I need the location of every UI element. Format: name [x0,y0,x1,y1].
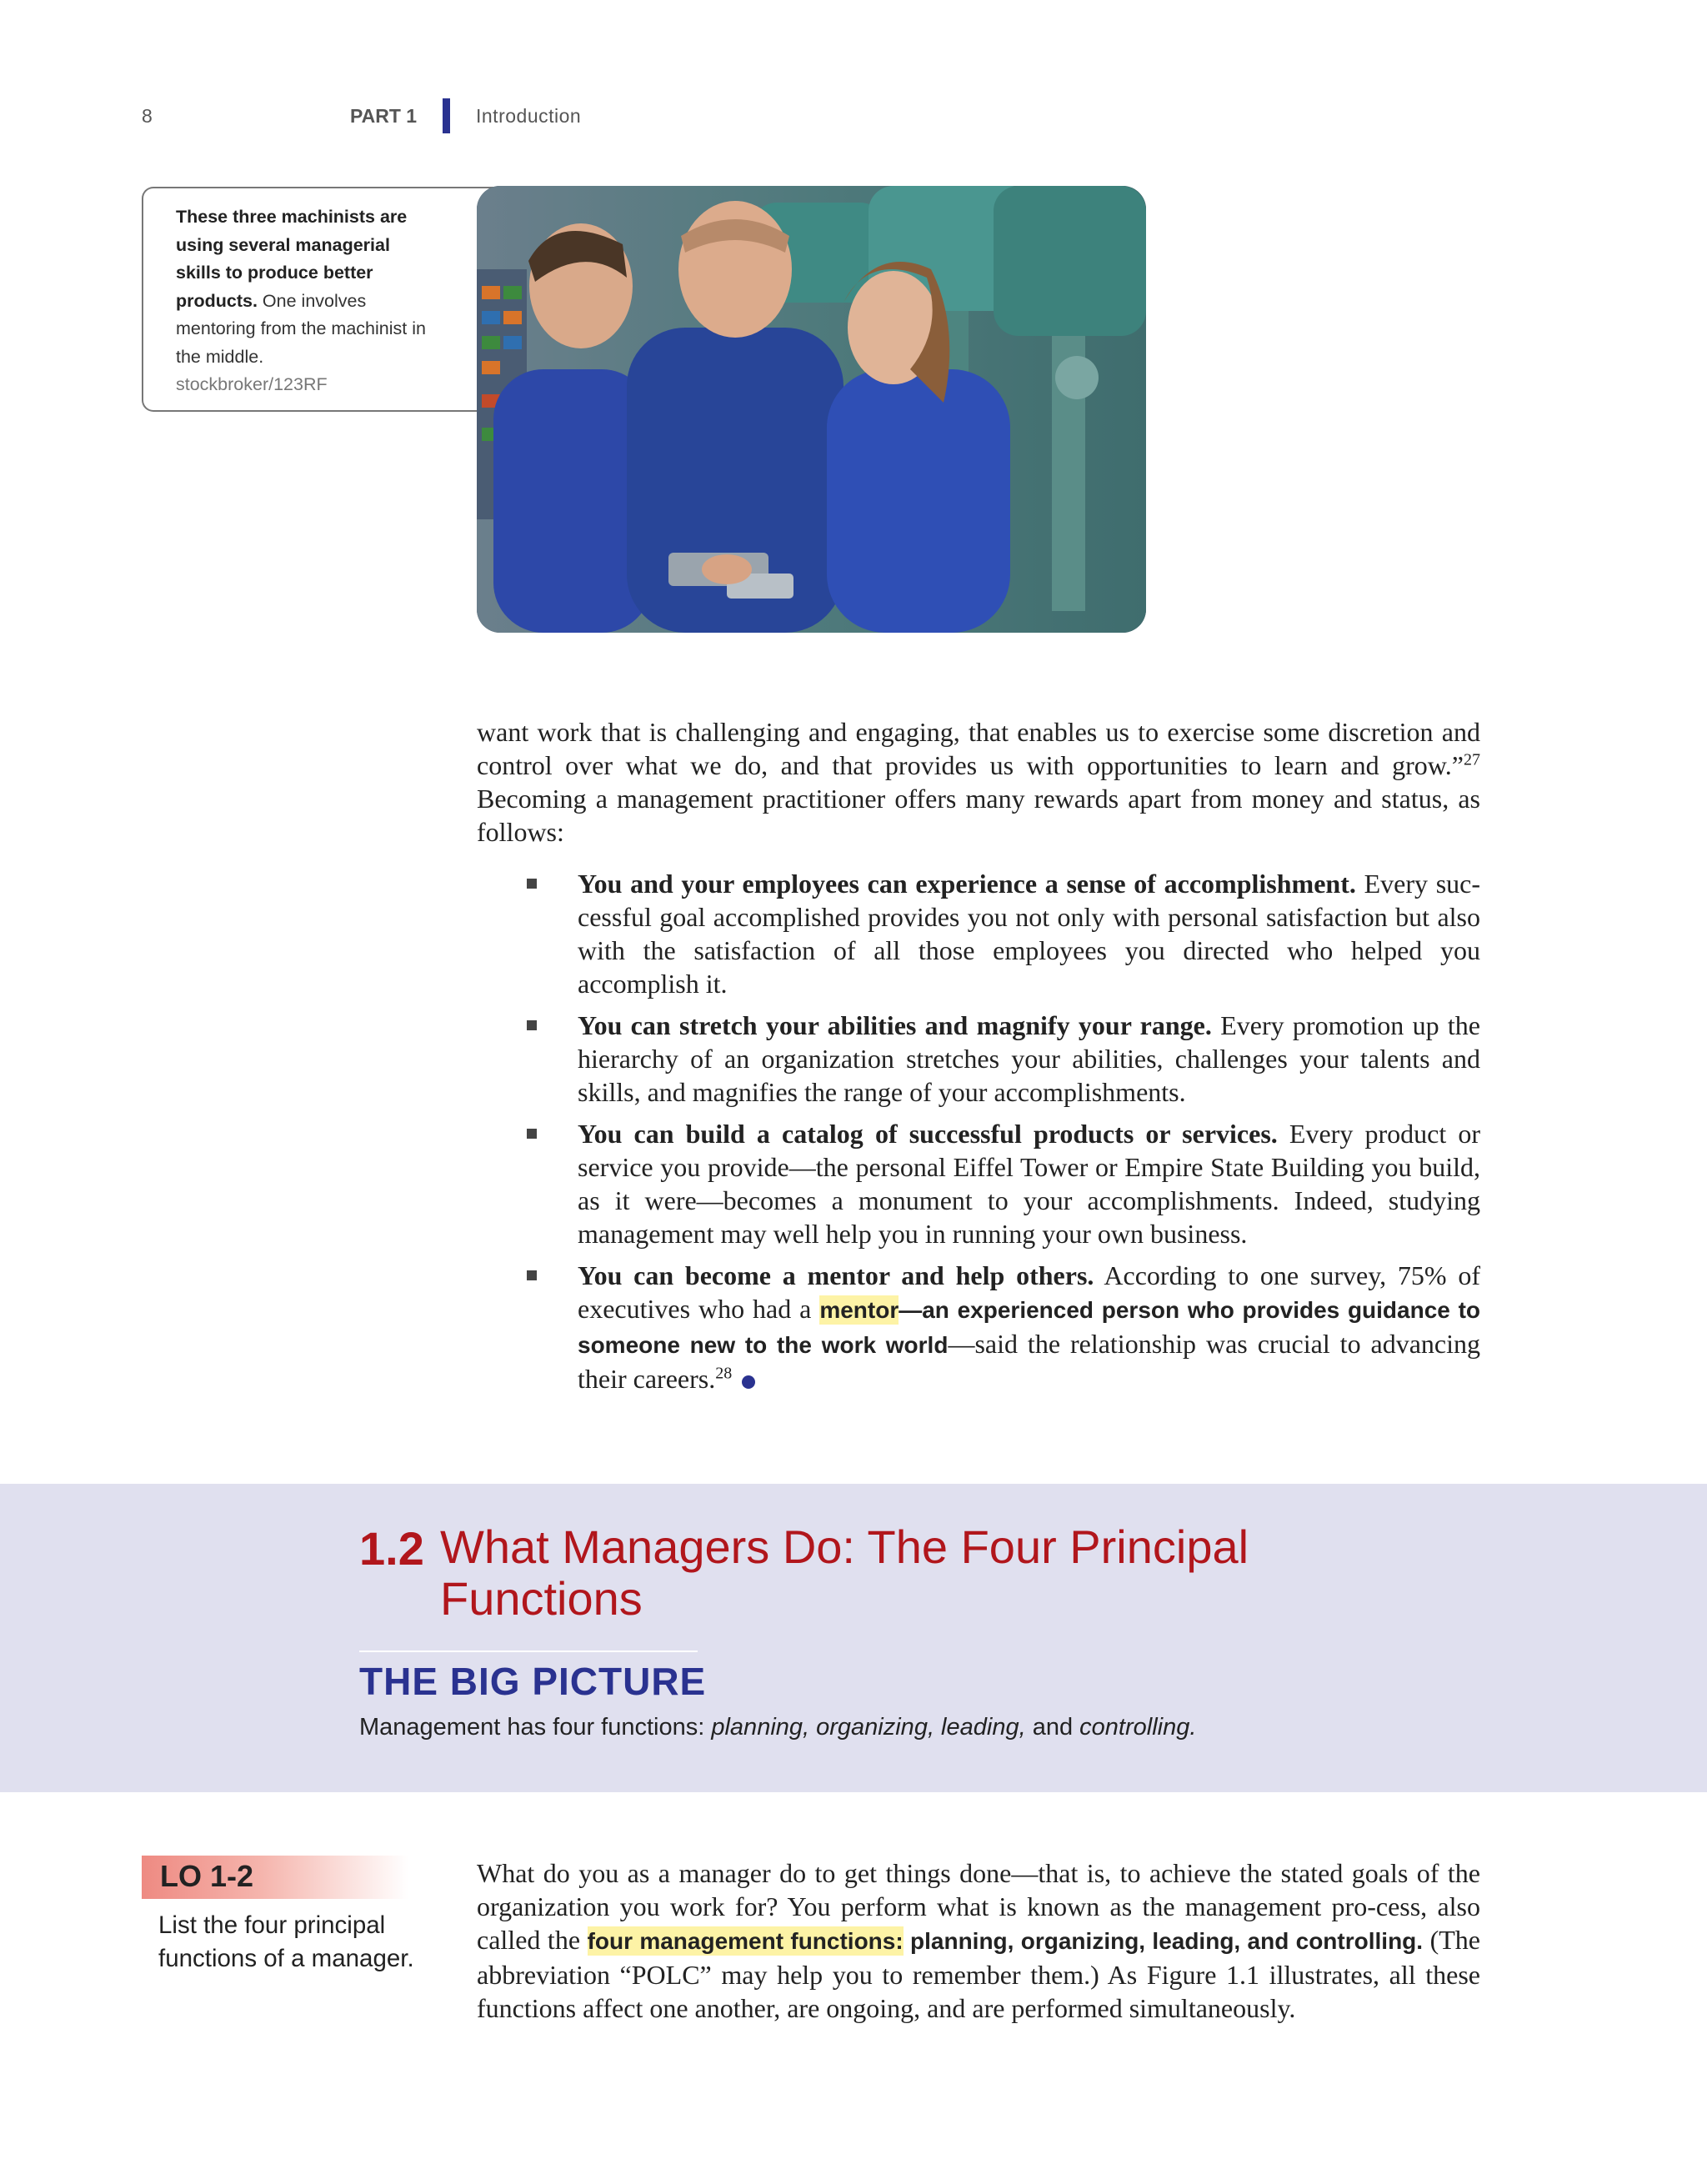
closing-text-a: What do you as a manager do to get things done—that is, to achieve the stated goals of the organization you work for? You perform what is known as the management pro-cess, also called the [477,1858,1480,1955]
key-term-definition: —an experienced person who provides guidance to someone new to the work world [578,1297,1480,1358]
learning-objective-text: List the four principal functions of a manager. [158,1911,414,1972]
key-term-mentor: mentor [819,1297,899,1323]
list-item [477,1009,1480,1109]
big-picture-summary [359,1714,1196,1741]
section-number: 1.2 [359,1522,424,1575]
square-bullet-icon [527,1129,537,1139]
list-item [477,1117,1480,1250]
part-label: PART 1 [350,105,418,127]
bullet-text: Every promotion up the hierarchy of an organization stretches your abilities, challenges your talents and skills, and magnifies the range of your accomplishments. [578,1010,1481,1107]
bullet-text: Every product or service you provide—the personal Eiffel Tower or Empire State Building you build, as it were—becomes a monument to your accomplishments. Indeed, studying management may well help you in running your own business. [578,1119,1481,1249]
caption-rest: One involves mentoring from the machinist in the middle. [176,290,426,367]
list-item [477,1259,1480,1395]
bullet-heading: You can become a mentor and help others. [578,1260,1094,1290]
rewards-list [477,867,1480,1404]
key-term-definition: planning, organizing, leading, and controlling. [903,1928,1424,1954]
photo-machinists-icon [477,186,1146,633]
photo-credit: stockbroker/123RF [176,374,328,394]
section-title: What Managers Do: The Four Principal Functions [440,1520,1249,1625]
bullet-heading: You and your employees can experience a sense of accomplishment. [578,869,1356,899]
list-item [477,867,1480,1000]
caption-bold: These three machinists are using several managerial skills to produce better products. [176,207,408,311]
bullet-text: According to one survey, 75% of executives who had a [578,1260,1481,1324]
big-picture-heading: THE BIG PICTURE [359,1660,707,1703]
closing-paragraph [477,1856,1480,2025]
big-picture-lead: Management has four functions: [359,1714,712,1741]
key-term-four-functions: four management functions: [587,1928,904,1954]
part-divider-bar [443,98,450,133]
page-number: 8 [142,105,153,127]
part-title: Introduction [476,105,582,127]
footnote-ref-27: 27 [1464,750,1480,769]
bullet-text-after: —said the relationship was crucial to advancing their careers. [578,1329,1481,1394]
big-picture-and: and [1025,1714,1080,1741]
square-bullet-icon [527,1270,537,1280]
big-picture-rule [359,1651,698,1652]
big-picture-functions-1: planning, organizing, leading, [711,1714,1026,1741]
bullet-heading: You can stretch your abilities and magnify your range. [578,1010,1212,1040]
square-bullet-icon [527,1020,537,1030]
learning-objective-label: LO 1-2 [160,1859,254,1893]
closing-text-b: (The abbreviation “POLC” may help you to remember them.) As Figure 1.1 illustrates, all these functions affect one another, are ongoing, and are performed simultaneously. [477,1925,1481,2023]
bullet-heading: You can build a catalog of successful products or services. [578,1119,1278,1149]
end-mark-icon [742,1375,755,1389]
square-bullet-icon [527,879,537,889]
bullet-text: Every suc-cessful goal accomplished provides you not only with personal satisfaction but also with the satisfaction of all those employees you directed who helped you accomplish it. [578,869,1481,999]
big-picture-functions-2: controlling. [1079,1714,1197,1741]
intro-paragraph [477,715,1480,849]
intro-text-a: want work that is challenging and engaging, that enables us to exercise some discretion and control over what we do, and that provides us with opportunities to learn and grow.” [477,717,1480,780]
figure-caption [176,203,434,399]
footnote-ref-28: 28 [715,1364,733,1383]
intro-text-b: Becoming a management practitioner offers many rewards apart from money and status, as follows: [477,784,1480,847]
machinists-photo [477,186,1146,633]
